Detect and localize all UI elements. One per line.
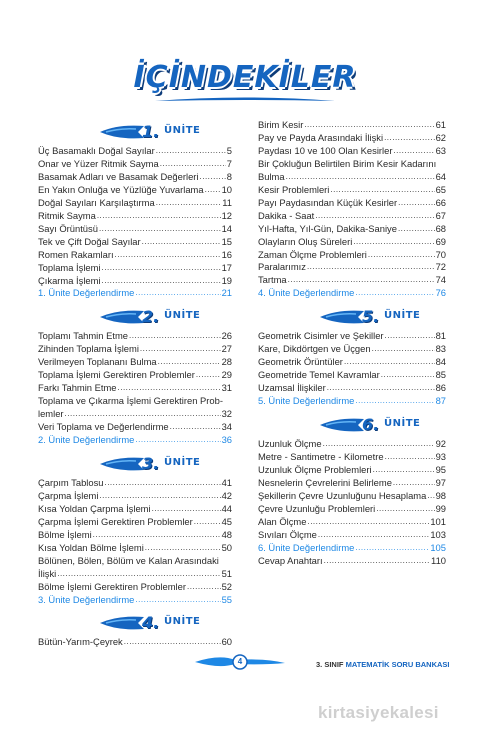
toc-entry-title: Bulma bbox=[258, 170, 285, 182]
toc-entry-page: 8 bbox=[226, 170, 232, 182]
toc-entry-page: 45 bbox=[221, 515, 232, 527]
toc-entry-title: Toplama İşlemi bbox=[38, 261, 101, 273]
toc-entry-page: 51 bbox=[221, 567, 232, 579]
toc-entry[interactable] bbox=[38, 248, 232, 261]
toc-entry[interactable] bbox=[258, 381, 446, 394]
toc-entry-page: 85 bbox=[435, 369, 446, 381]
toc-entry[interactable] bbox=[38, 433, 232, 446]
dot-leader bbox=[355, 394, 434, 407]
toc-entry-page: 92 bbox=[435, 438, 446, 449]
toc-entry-page: 19 bbox=[221, 274, 232, 286]
toc-entry-page: 69 bbox=[435, 235, 446, 247]
toc-entry[interactable] bbox=[38, 635, 232, 648]
toc-entry-page: 44 bbox=[221, 502, 232, 514]
dot-leader bbox=[102, 274, 221, 287]
dot-leader bbox=[142, 235, 221, 248]
unit-number: 3. bbox=[142, 453, 160, 473]
toc-entry[interactable] bbox=[38, 170, 232, 183]
toc-entry-title: Sıvıları Ölçme bbox=[258, 528, 317, 540]
toc-entry-page: 93 bbox=[435, 450, 446, 462]
toc-entry[interactable] bbox=[258, 342, 446, 355]
toc-entry-title: Bütün-Yarım-Çeyrek bbox=[38, 636, 123, 648]
toc-entry-page: 99 bbox=[435, 502, 446, 514]
toc-entry-title: Kesir Problemleri bbox=[258, 183, 330, 195]
toc-entry-title: Metre - Santimetre - Kilometre bbox=[258, 450, 384, 462]
toc-entry-page: 72 bbox=[435, 261, 446, 273]
toc-entry-page: 103 bbox=[430, 528, 446, 540]
toc-entry-page: 14 bbox=[221, 222, 232, 234]
dot-leader bbox=[327, 381, 435, 394]
toc-entry[interactable] bbox=[38, 342, 232, 355]
unit-number: 4. bbox=[142, 613, 160, 633]
toc-entry-title: Paydası 10 ve 100 Olan Kesirler bbox=[258, 144, 393, 156]
toc-entry[interactable] bbox=[258, 476, 446, 489]
toc-entry-page: 84 bbox=[435, 356, 446, 368]
dot-leader bbox=[330, 183, 434, 196]
toc-entry[interactable] bbox=[258, 157, 446, 170]
dot-leader bbox=[104, 476, 220, 489]
toc-entry-page: 10 bbox=[221, 183, 232, 195]
toc-entry-title: 1. Ünite Değerlendirme bbox=[38, 287, 135, 299]
toc-entry-page: 29 bbox=[221, 369, 232, 381]
unit-number: 2. bbox=[142, 307, 160, 327]
toc-entry-page: 65 bbox=[435, 183, 446, 195]
dot-leader bbox=[385, 329, 435, 342]
toc-entry-page: 55 bbox=[221, 593, 232, 605]
toc-entry[interactable] bbox=[258, 394, 446, 407]
toc-entry-page: 101 bbox=[430, 515, 446, 527]
toc-entry[interactable] bbox=[38, 554, 232, 567]
toc-entry[interactable] bbox=[38, 286, 232, 299]
toc-entry[interactable] bbox=[38, 593, 232, 606]
toc-entry-title: Kısa Yoldan Çarpma İşlemi bbox=[38, 502, 151, 514]
toc-entry[interactable] bbox=[258, 368, 446, 381]
dot-leader bbox=[307, 260, 435, 273]
toc-entry[interactable] bbox=[258, 248, 446, 261]
unit-header bbox=[98, 612, 218, 634]
unit-label: ÜNİTE bbox=[164, 310, 201, 322]
dot-leader bbox=[381, 368, 435, 381]
toc-entry[interactable] bbox=[38, 274, 232, 287]
toc-entry[interactable] bbox=[38, 489, 232, 502]
toc-entry-title: Çarpım Tablosu bbox=[38, 476, 104, 488]
dot-leader bbox=[97, 209, 221, 222]
footer-subject: MATEMATİK SORU BANKASI bbox=[345, 660, 450, 669]
toc-entry-title: Toplama ve Çıkarma İşlemi Gerektiren Prob- bbox=[38, 395, 223, 407]
unit-label: ÜNİTE bbox=[384, 418, 421, 429]
dot-leader bbox=[187, 580, 221, 593]
dot-leader bbox=[355, 286, 434, 299]
toc-entry-title: Birim Kesir bbox=[258, 119, 304, 130]
toc-entry-page: 64 bbox=[435, 170, 446, 182]
dot-leader bbox=[344, 355, 435, 368]
toc-entry-title: 5. Ünite Değerlendirme bbox=[258, 395, 355, 407]
unit-number: 6. bbox=[362, 415, 380, 434]
toc-entry-title: 3. Ünite Değerlendirme bbox=[38, 593, 135, 605]
title-swoosh-decoration bbox=[155, 96, 335, 106]
toc-entry-title: 6. Ünite Değerlendirme bbox=[258, 541, 355, 553]
dot-leader bbox=[196, 368, 221, 381]
toc-entry[interactable] bbox=[38, 515, 232, 528]
toc-entry[interactable] bbox=[258, 450, 446, 463]
footer-book-title bbox=[316, 660, 450, 669]
toc-entry-page: 52 bbox=[221, 580, 232, 592]
toc-entry[interactable] bbox=[38, 541, 232, 554]
dot-leader bbox=[57, 567, 220, 580]
dot-leader bbox=[384, 131, 435, 144]
toc-entry-page: 16 bbox=[221, 248, 232, 260]
toc-entry[interactable] bbox=[38, 222, 232, 235]
dot-leader bbox=[427, 489, 434, 502]
toc-entry-title: Tartma bbox=[258, 274, 287, 286]
toc-entry-title: Kare, Dikdörtgen ve Üçgen bbox=[258, 343, 371, 355]
toc-entry[interactable] bbox=[38, 381, 232, 394]
dot-leader bbox=[318, 528, 429, 541]
toc-entry-page: 105 bbox=[430, 541, 446, 553]
toc-entry-title: Bölme İşlemi Gerektiren Problemler bbox=[38, 580, 186, 592]
toc-entry-page: 62 bbox=[435, 131, 446, 143]
toc-entry-page: 28 bbox=[221, 356, 232, 368]
toc-entry-page: 83 bbox=[435, 343, 446, 355]
toc-entry-page: 76 bbox=[435, 287, 446, 299]
toc-entry[interactable] bbox=[38, 420, 232, 433]
dot-leader bbox=[156, 144, 226, 157]
toc-entry-page: 87 bbox=[435, 395, 446, 407]
unit-header bbox=[98, 306, 218, 328]
toc-entry-title: Nesnelerin Çevrelerini Belirleme bbox=[258, 476, 392, 488]
toc-entry-page: 74 bbox=[435, 274, 446, 286]
toc-entry[interactable] bbox=[258, 502, 446, 515]
dot-leader bbox=[288, 273, 435, 286]
page-title: İÇİNDEKİLER bbox=[133, 60, 357, 95]
toc-entry[interactable] bbox=[38, 502, 232, 515]
toc-entry[interactable] bbox=[258, 273, 446, 286]
toc-entry-page: 17 bbox=[221, 261, 232, 273]
toc-entry-page: 41 bbox=[221, 476, 232, 488]
toc-entry-title: Romen Rakamları bbox=[38, 248, 114, 260]
toc-entry[interactable] bbox=[38, 183, 232, 196]
toc-entry-title: Pay ve Payda Arasındaki İlişki bbox=[258, 131, 384, 143]
dot-leader bbox=[135, 286, 220, 299]
dot-leader bbox=[65, 407, 221, 420]
toc-entry[interactable] bbox=[258, 144, 446, 157]
unit-header bbox=[318, 414, 438, 436]
toc-entry[interactable] bbox=[38, 407, 232, 420]
toc-entry[interactable] bbox=[258, 235, 446, 248]
toc-entry-title: Üç Basamaklı Doğal Sayılar bbox=[38, 145, 155, 156]
toc-entry-title: Farkı Tahmin Etme bbox=[38, 382, 117, 394]
toc-entry-page: 50 bbox=[221, 541, 232, 553]
toc-entry-title: Uzamsal İlişkiler bbox=[258, 382, 326, 394]
toc-entry[interactable] bbox=[38, 209, 232, 222]
dot-leader bbox=[385, 450, 435, 463]
toc-entry[interactable] bbox=[38, 528, 232, 541]
dot-leader bbox=[118, 381, 221, 394]
dot-leader bbox=[115, 248, 221, 261]
toc-entry-title: Yıl-Hafta, Yıl-Gün, Dakika-Saniye bbox=[258, 222, 397, 234]
toc-entry-title: Toplamı Tahmin Etme bbox=[38, 330, 128, 342]
toc-entry-page: 98 bbox=[435, 489, 446, 501]
toc-entry-page: 36 bbox=[221, 434, 232, 445]
unit-label: ÜNİTE bbox=[164, 616, 201, 628]
dot-leader bbox=[205, 183, 221, 196]
toc-entry[interactable] bbox=[258, 528, 446, 541]
dot-leader bbox=[323, 437, 435, 450]
toc-entry[interactable] bbox=[38, 476, 232, 489]
dot-leader bbox=[135, 433, 220, 446]
toc-entry-title: lemler bbox=[38, 408, 64, 420]
dot-leader bbox=[307, 515, 429, 528]
toc-entry-page: 21 bbox=[221, 287, 232, 299]
toc-entry-title: Geometride Temel Kavramlar bbox=[258, 369, 380, 381]
dot-leader bbox=[156, 196, 222, 209]
toc-entry-title: Cevap Anahtarı bbox=[258, 554, 323, 566]
toc-entry-page: 110 bbox=[431, 554, 446, 566]
toc-entry-title: Çarpma İşlemi bbox=[38, 489, 99, 501]
toc-entry[interactable] bbox=[258, 196, 446, 209]
toc-entry[interactable] bbox=[258, 286, 446, 299]
toc-entry[interactable] bbox=[38, 235, 232, 248]
dot-leader bbox=[93, 528, 221, 541]
toc-entry-title: 2. Ünite Değerlendirme bbox=[38, 434, 135, 445]
toc-entry-title: Zaman Ölçme Problemleri bbox=[258, 248, 367, 260]
dot-leader bbox=[398, 196, 434, 209]
toc-entry-title: Bölme İşlemi bbox=[38, 528, 92, 540]
toc-entry-title: Basamak Adları ve Basamak Değerleri bbox=[38, 170, 199, 182]
watermark: kirtasiyekalesi bbox=[318, 703, 439, 722]
toc-entry-page: 67 bbox=[435, 209, 446, 221]
toc-entry-page: 86 bbox=[435, 382, 446, 394]
toc-entry[interactable] bbox=[38, 329, 232, 342]
toc-entry[interactable] bbox=[258, 222, 446, 235]
toc-entry-title: Payı Paydasından Küçük Kesirler bbox=[258, 196, 398, 208]
unit-header bbox=[98, 453, 218, 475]
toc-entry-title: Sayı Örüntüsü bbox=[38, 222, 98, 234]
dot-leader bbox=[373, 463, 435, 476]
toc-entry-title: İlişki bbox=[38, 567, 57, 579]
toc-entry[interactable] bbox=[258, 489, 446, 502]
toc-entry-title: 4. Ünite Değerlendirme bbox=[258, 287, 355, 299]
toc-entry-page: 48 bbox=[221, 528, 232, 540]
footer-grade: 3. SINIF bbox=[316, 660, 344, 669]
toc-entry-title: Toplama İşlemi Gerektiren Problemler bbox=[38, 369, 195, 381]
toc-entry-title: Bölünen, Bölen, Bölüm ve Kalan Arasındaki bbox=[38, 554, 219, 566]
toc-entry-title: Geometrik Cisimler ve Şekiller bbox=[258, 330, 384, 342]
toc-entry[interactable] bbox=[38, 261, 232, 274]
unit-label: ÜNİTE bbox=[384, 310, 421, 322]
toc-entry[interactable] bbox=[258, 541, 446, 554]
toc-entry-title: Uzunluk Ölçme Problemleri bbox=[258, 463, 372, 475]
toc-entry-page: 68 bbox=[435, 222, 446, 234]
toc-entry[interactable] bbox=[38, 355, 232, 368]
toc-entry[interactable] bbox=[38, 144, 232, 157]
toc-entry-page: 27 bbox=[221, 343, 232, 355]
toc-entry[interactable] bbox=[258, 183, 446, 196]
dot-leader bbox=[393, 144, 434, 157]
toc-entry[interactable] bbox=[38, 394, 232, 407]
toc-entry-page: 70 bbox=[435, 248, 446, 260]
toc-entry-title: Çıkarma İşlemi bbox=[38, 274, 101, 286]
toc-entry-title: En Yakın Onluğa ve Yüzlüğe Yuvarlama bbox=[38, 183, 204, 195]
toc-entry[interactable] bbox=[258, 118, 446, 131]
unit-header bbox=[318, 306, 438, 328]
dot-leader bbox=[304, 118, 434, 131]
toc-entry-title: Doğal Sayıları Karşılaştırma bbox=[38, 196, 155, 208]
toc-entry[interactable] bbox=[258, 329, 446, 342]
toc-entry[interactable] bbox=[258, 355, 446, 368]
toc-entry-title: Dakika - Saat bbox=[258, 209, 315, 221]
dot-leader bbox=[398, 222, 435, 235]
toc-entry-title: Veri Toplama ve Değerlendirme bbox=[38, 421, 169, 433]
dot-leader bbox=[145, 541, 221, 554]
toc-entry[interactable] bbox=[258, 463, 446, 476]
toc-entry[interactable] bbox=[38, 567, 232, 580]
toc-entry-page: 63 bbox=[435, 144, 446, 156]
dot-leader bbox=[102, 261, 221, 274]
toc-entry-page: 60 bbox=[221, 636, 232, 648]
toc-entry-title: Kısa Yoldan Bölme İşlemi bbox=[38, 541, 144, 553]
dot-leader bbox=[152, 502, 221, 515]
dot-leader bbox=[368, 248, 435, 261]
toc-entry-page: 12 bbox=[221, 209, 232, 221]
toc-entry[interactable] bbox=[258, 554, 446, 567]
toc-entry[interactable] bbox=[38, 196, 232, 209]
toc-entry-page: 42 bbox=[221, 489, 232, 501]
toc-entry-title: Zihinden Toplama İşlemi bbox=[38, 343, 139, 355]
unit-number: 1. bbox=[142, 122, 160, 141]
toc-entry-page: 26 bbox=[221, 330, 232, 342]
dot-leader bbox=[160, 157, 226, 170]
toc-entry[interactable] bbox=[258, 515, 446, 528]
dot-leader bbox=[393, 476, 435, 489]
toc-entry-page: 97 bbox=[435, 476, 446, 488]
toc-entry-page: 5 bbox=[226, 145, 232, 156]
unit-header bbox=[98, 121, 218, 143]
toc-entry-title: Çarpma İşlemi Gerektiren Problemler bbox=[38, 515, 193, 527]
toc-entry-title: Çevre Uzunluğu Problemleri bbox=[258, 502, 376, 514]
toc-entry-page: 15 bbox=[221, 235, 232, 247]
page-number: 4 bbox=[237, 657, 243, 666]
toc-entry-title: Geometrik Örüntüler bbox=[258, 356, 343, 368]
dot-leader bbox=[376, 502, 434, 515]
dot-leader bbox=[129, 329, 221, 342]
dot-leader bbox=[200, 170, 226, 183]
dot-leader bbox=[372, 342, 435, 355]
dot-leader bbox=[286, 170, 435, 183]
toc-entry-title: Ritmik Sayma bbox=[38, 209, 96, 221]
dot-leader bbox=[135, 593, 220, 606]
toc-entry-page: 11 bbox=[222, 196, 232, 208]
dot-leader bbox=[99, 489, 220, 502]
toc-entry[interactable] bbox=[258, 131, 446, 144]
toc-entry-title: Şekillerin Çevre Uzunluğunu Hesaplama bbox=[258, 489, 427, 501]
toc-entry[interactable] bbox=[38, 368, 232, 381]
toc-entry-page: 95 bbox=[435, 463, 446, 475]
toc-entry-title: Alan Ölçme bbox=[258, 515, 307, 527]
toc-entry-title: Paralarımız bbox=[258, 261, 306, 273]
dot-leader bbox=[170, 420, 221, 433]
toc-entry[interactable] bbox=[258, 260, 446, 273]
dot-leader bbox=[124, 635, 221, 648]
unit-number: 5. bbox=[362, 307, 380, 327]
toc-entry[interactable] bbox=[38, 157, 232, 170]
unit-label: ÜNİTE bbox=[164, 125, 201, 136]
dot-leader bbox=[324, 554, 430, 567]
toc-entry-title: Bir Çokluğun Belirtilen Birim Kesir Kadarını bbox=[258, 157, 437, 169]
toc-entry-title: Onar ve Yüzer Ritmik Sayma bbox=[38, 157, 159, 169]
dot-leader bbox=[353, 235, 434, 248]
toc-entry-page: 61 bbox=[435, 119, 446, 130]
dot-leader bbox=[315, 209, 434, 222]
toc-entry-title: Verilmeyen Toplananı Bulma bbox=[38, 356, 157, 368]
dot-leader bbox=[355, 541, 429, 554]
toc-entry-title: Uzunluk Ölçme bbox=[258, 438, 322, 449]
dot-leader bbox=[194, 515, 221, 528]
toc-entry-title: Tek ve Çift Doğal Sayılar bbox=[38, 235, 141, 247]
toc-entry[interactable] bbox=[38, 580, 232, 593]
dot-leader bbox=[140, 342, 221, 355]
unit-label: ÜNİTE bbox=[164, 456, 201, 468]
toc-entry[interactable] bbox=[258, 437, 446, 450]
toc-entry-page: 66 bbox=[435, 196, 446, 208]
toc-entry-page: 32 bbox=[221, 408, 232, 420]
dot-leader bbox=[99, 222, 221, 235]
toc-entry-page: 31 bbox=[221, 382, 232, 394]
toc-entry-page: 7 bbox=[226, 157, 232, 169]
toc-entry-page: 34 bbox=[221, 421, 232, 433]
toc-entry-page: 81 bbox=[435, 330, 446, 342]
toc-entry-title: Olayların Oluş Süreleri bbox=[258, 235, 353, 247]
toc-entry[interactable] bbox=[258, 170, 446, 183]
dot-leader bbox=[158, 355, 221, 368]
toc-entry[interactable] bbox=[258, 209, 446, 222]
